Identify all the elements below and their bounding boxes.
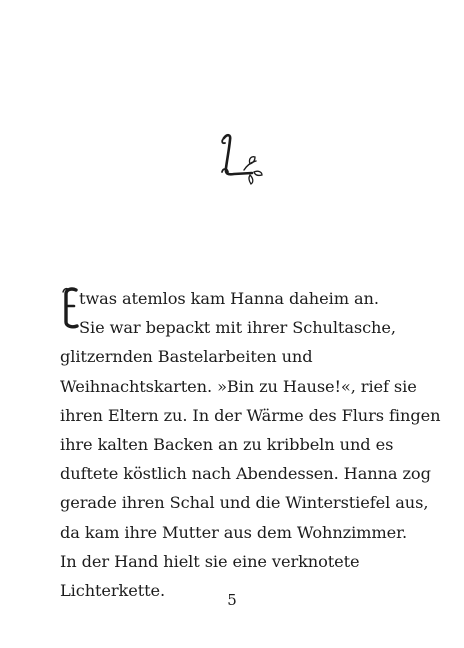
text-line: ihren Eltern zu. In der Wärme des Flurs fingen [60,405,441,425]
ornamental-letter-l-icon [210,128,270,188]
text-line: duftete köstlich nach Abendessen. Hanna zog [60,464,431,484]
text-line: twas atemlos kam Hanna daheim an. [79,289,379,308]
text-line: Lichterkette. [60,580,166,600]
text-line: gerade ihren Schal und die Winterstiefel aus, [60,493,429,513]
chapter-initial-ornament [210,128,270,188]
text-line: In der Hand hielt sie eine verknotete [60,551,360,571]
text-line: Sie war bepackt mit ihrer Schultasche, [79,318,396,338]
story-paragraph [60,284,441,605]
text-line: glitzernden Bastelarbeiten und [60,347,313,367]
text-line: Weihnachtskarten. »Bin zu Hause!«, rief sie [60,376,417,396]
page-number: 5 [227,591,237,609]
text-line: da kam ihre Mutter aus dem Wohnzimmer. [60,522,408,542]
text-line: ihre kalten Backen an zu kribbeln und es [60,434,394,454]
